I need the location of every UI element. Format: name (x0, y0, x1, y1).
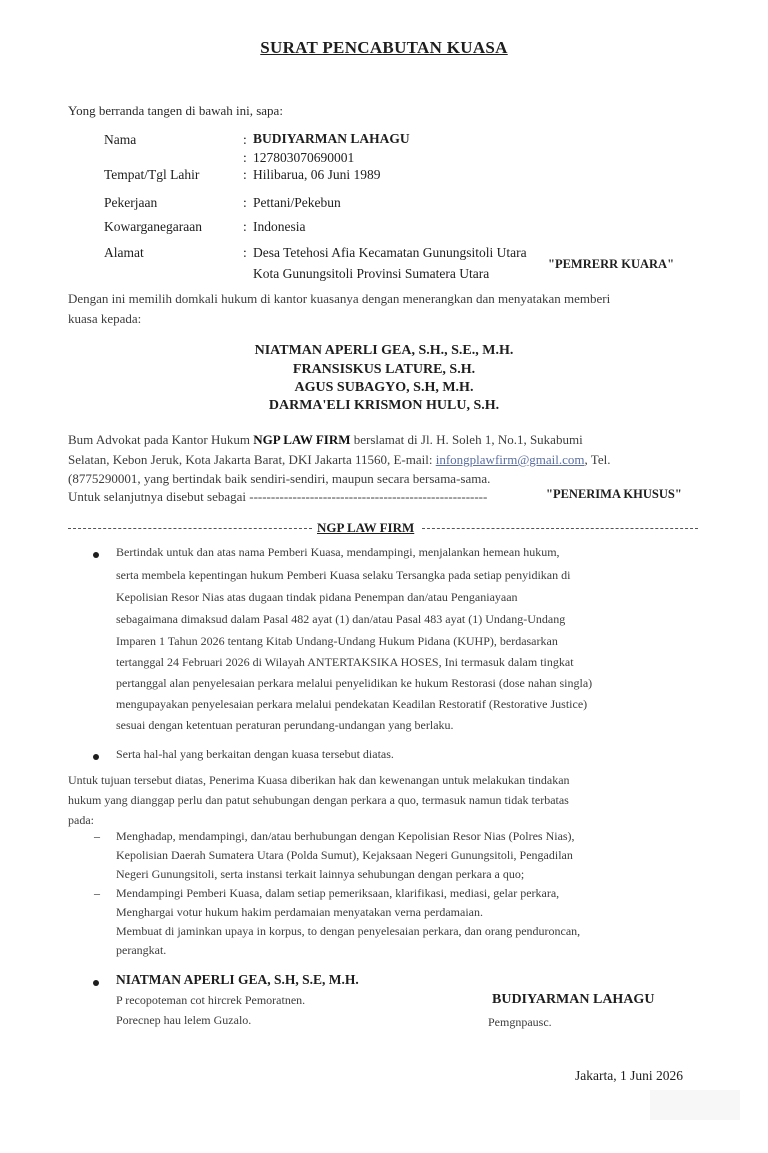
value-nik: 127803070690001 (253, 150, 355, 165)
dash-marker: – (94, 886, 100, 900)
value-alamat-line2: Kota Gunungsitoli Provinsi Sumatera Utara (253, 266, 490, 281)
purpose-line: Untuk tujuan tersebut diatas, Penerima Kuasa diberikan hak dan kewenangan untuk melakukan tindakan (68, 773, 570, 787)
attorney-name: DARMA'ELI KRISMON HULU, S.H. (268, 398, 500, 413)
document-title: SURAT PENCABUTAN KUASA (260, 38, 508, 57)
firm-paragraph-line3: (8775290001, yang bertindak baik sendiri-sendiri, maupun secara bersama-sama. (68, 471, 491, 486)
attorney-name: FRANSISKUS LATURE, S.H. (292, 362, 476, 377)
attorney-name: AGUS SUBAGYO, S.H, M.H. (294, 380, 474, 395)
role-pemberi-kuasa: "PEMRERR KUARA" (548, 257, 675, 271)
email-link[interactable]: infongplawfirm@gmail.com (435, 452, 585, 467)
dash-item-line: Membuat di jaminkan upaya in korpus, to dengan penyelesaian perkara, dan orang penduroncan, (116, 924, 581, 938)
bullet-icon (93, 980, 99, 986)
firm-text: berslamat di Jl. H. Soleh 1, No.1, Sukabumi (353, 432, 583, 447)
domicile-line1: Dengan ini memilih domkali hukum di kantor kuasanya dengan menerangkan dan menyatakan memberi (68, 291, 611, 306)
dash-item-line: Menghadap, mendampingi, dan/atau berhubungan dengan Kepolisian Resor Nias (Polres Nias), (116, 829, 575, 843)
dash-item-line: Negeri Gunungsitoli, serta instansi terkait lainnya sehubungan dengan perkara a quo; (116, 867, 525, 881)
bullet1-line: Imparen 1 Tahun 2026 tentang Kitab Undang-Undang Hukum Pidana (KUHP), berdasarkan (116, 634, 558, 648)
firm-text: Selatan, Kebon Jeruk, Kota Jakarta Barat, DKI Jakarta 11560, E-mail: (68, 452, 433, 467)
bullet2-text: Serta hal-hal yang berkaitan dengan kuasa tersebut diatas. (116, 747, 394, 761)
bullet1-line: sesuai dengan ketentuan peraturan perundang-undangan yang berlaku. (116, 718, 454, 732)
dash-item-line: Menghargai votur hukum hakim perdamaian menyatakan verna perdamaian. (116, 905, 483, 919)
bullet-icon (93, 754, 99, 760)
label-kewarganegaraan: Kowarganegaraan (104, 219, 202, 234)
firm-name: NGP LAW FIRM (253, 432, 351, 447)
value-kewarganegaraan: Indonesia (253, 219, 306, 234)
bullet1-line: serta membela kepentingan hukum Pemberi Kuasa selaku Tersangka pada setiap penyidikan di (116, 568, 571, 582)
dash-item-line: Mendampingi Pemberi Kuasa, dalam setiap pemeriksaan, klarifikasi, mediasi, gelar perkara, (116, 886, 560, 900)
purpose-line: hukum yang dianggap perlu dan patut sehubungan dengan perkara a quo, termasuk namun tidak terbatas (68, 793, 569, 807)
bullet1-line: Bertindak untuk dan atas nama Pemberi Kuasa, mendampingi, menjalankan hemean hukum, (116, 545, 560, 559)
divider-left (68, 528, 312, 529)
divider-right (422, 528, 698, 529)
paper-smudge (650, 1090, 740, 1120)
bullet1-line: mengupayakan penyelesaian perkara melalui pendekatan Keadilan Restoratif (Restorative Justice) (116, 697, 588, 711)
signatory-left-line: P recopoteman cot hircrek Pemoratnen. (116, 993, 306, 1007)
signatory-left-line: Porecnep hau lelem Guzalo. (116, 1013, 252, 1027)
place-date: Jakarta, 1 Juni 2026 (575, 1068, 683, 1083)
role-penerima-khusus: "PENERIMA KHUSUS" (546, 487, 682, 501)
dash-marker: – (94, 829, 100, 843)
firm-paragraph-line1 (68, 432, 583, 448)
dash-item-line: Kepolisian Daerah Sumatera Utara (Polda Sumut), Kejaksaan Negeri Gunungsitoli, Pengadilan (116, 848, 573, 862)
label-pekerjaan: Pekerjaan (104, 195, 158, 210)
colon: : (243, 219, 247, 234)
value-nama: BUDIYARMAN LAHAGU (253, 131, 410, 146)
intro-text: Yong berranda tangen di bawah ini, sapa: (68, 103, 283, 118)
label-ttl: Tempat/Tgl Lahir (104, 167, 200, 182)
firm-text: Bum Advokat pada Kantor Hukum (68, 432, 250, 447)
colon: : (243, 132, 247, 147)
signatory-left-name: NIATMAN APERLI GEA, S.H, S.E, M.H. (116, 972, 359, 987)
bullet1-line: Kepolisian Resor Nias atas dugaan tindak pidana Penempan dan/atau Penganiayaan (116, 590, 518, 604)
value-alamat: Desa Tetehosi Afia Kecamatan Gunungsitoli Utara (253, 245, 527, 260)
firm-divider-label: NGP LAW FIRM (317, 520, 415, 535)
firm-text: , Tel. (584, 452, 611, 467)
attorney-name: NIATMAN APERLI GEA, S.H., S.E., M.H. (254, 343, 514, 358)
firm-paragraph-line2 (68, 452, 610, 468)
colon: : (243, 167, 247, 182)
value-pekerjaan: Pettani/Pekebun (253, 195, 341, 210)
signatory-right-name: BUDIYARMAN LAHAGU (492, 992, 655, 1007)
colon: : (243, 150, 247, 165)
firm-paragraph-line4: Untuk selanjutnya disebut sebagai ------------------------------------------------------- (68, 489, 488, 504)
bullet1-line: tertanggal 24 Februari 2026 di Wilayah ANTERTAKSIKA HOSES, Ini termasuk dalam tingkat (116, 655, 574, 669)
value-ttl: Hilibarua, 06 Juni 1989 (253, 167, 381, 182)
label-nama: Nama (104, 132, 137, 147)
signatory-right-line: Pemgnpausc. (488, 1015, 552, 1029)
label-alamat: Alamat (104, 245, 144, 260)
colon: : (243, 195, 247, 210)
bullet-icon (93, 552, 99, 558)
domicile-line2: kuasa kepada: (68, 311, 142, 326)
purpose-line: pada: (68, 813, 94, 827)
bullet1-line: pertanggal alan penyelesaian perkara melalui penyelidikan ke hukum Restorasi (dose nahan singla) (116, 676, 593, 690)
dash-item-line: perangkat. (116, 943, 167, 957)
colon: : (243, 245, 247, 260)
bullet1-line: sebagaimana dimaksud dalam Pasal 482 ayat (1) dan/atau Pasal 483 ayat (1) Undang-Undang (116, 612, 566, 626)
